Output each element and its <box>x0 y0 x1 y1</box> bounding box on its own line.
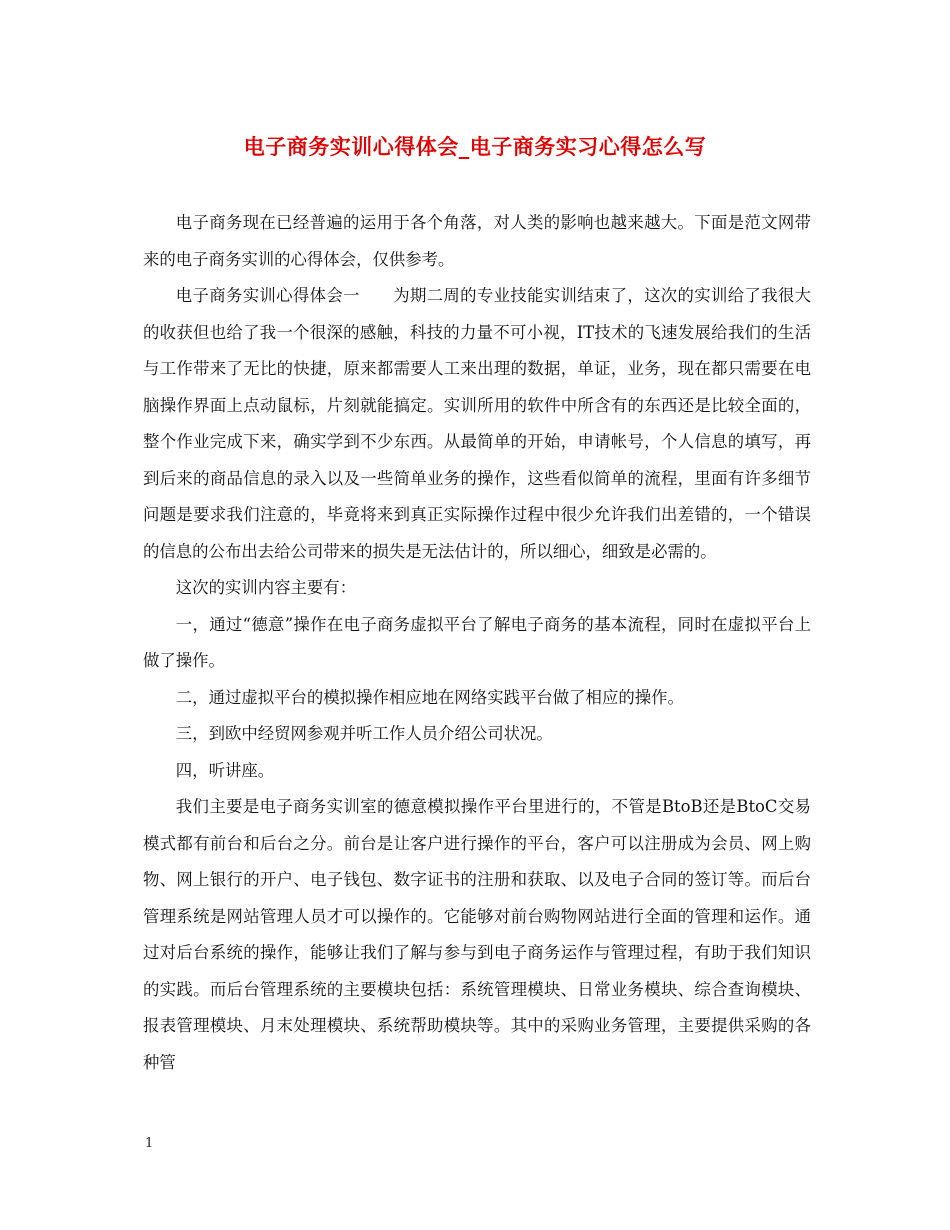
paragraph-item-four: 四，听讲座。 <box>175 760 275 780</box>
document-title: 电子商务实训心得体会_电子商务实习心得怎么写 <box>243 135 707 159</box>
paragraph-content-heading: 这次的实训内容主要有： <box>175 578 357 597</box>
paragraph-platform-description: 我们主要是电子商务实训室的德意模拟操作平台里进行的，不管是BtoB还是BtoC交易模式都有前台和后台之分。前台是让客户进行操作的平台，客户可以注册成为会员、网上购物、网上银行的开户、电子钱包、数字证书的注册和获取、以及电子合同的签订等。而后台管理系统是网站管理人员才可以操作的。它能够对前台购物网站进行全面的管理和运作。通过对后台系统的操作，能够让我们了解与参与到电子商务运作与管理过程，有助于我们知识的实践。而后台管理系统的主要模块包括：系统管理模块、日常业务模块、综合查询模块、报表管理模块、月末处理模块、系统帮助模块等。其中的采购业务管理，主要提供采购的各种管 <box>143 797 811 1072</box>
paragraph-item-two: 二，通过虚拟平台的模拟操作相应地在网络实践平台做了相应的操作。 <box>175 687 684 707</box>
paragraph-item-three: 三，到欧中经贸网参观并听工作人员介绍公司状况。 <box>175 724 553 743</box>
paragraph-experience-one: 电子商务实训心得体会一 为期二周的专业技能实训结束了，这次的实训给了我很大的收获但也给了我一个很深的感触，科技的力量不可小视，IT技术的飞速发展给我们的生活与工作带来了无比的快捷，原来都需要人工来出理的数据，单证，业务，现在都只需要在电脑操作界面上点动鼠标，片刻就能搞定。实训所用的软件中所含有的东西还是比较全面的，整个作业完成下来，确实学到不少东西。从最简单的开始，申请帐号，个人信息的填写，再到后来的商品信息的录入以及一些简单业务的操作，这些看似简单的流程，里面有许多细节问题是要求我们注意的，毕竟将来到真正实际操作过程中很少允许我们出差错的，一个错误的信息的公布出去给公司带来的损失是无法估计的，所以细心，细致是必需的。 <box>143 286 811 561</box>
paragraph-item-one: 一，通过“德意”操作在电子商务虚拟平台了解电子商务的基本流程，同时在虚拟平台上做了操作。 <box>143 614 811 670</box>
document-body <box>143 205 811 1081</box>
paragraph-intro: 电子商务现在已经普遍的运用于各个角落，对人类的影响也越来越大。下面是范文网带来的电子商务实训的心得体会，仅供参考。 <box>143 213 811 269</box>
page-number: 1 <box>145 1136 154 1151</box>
